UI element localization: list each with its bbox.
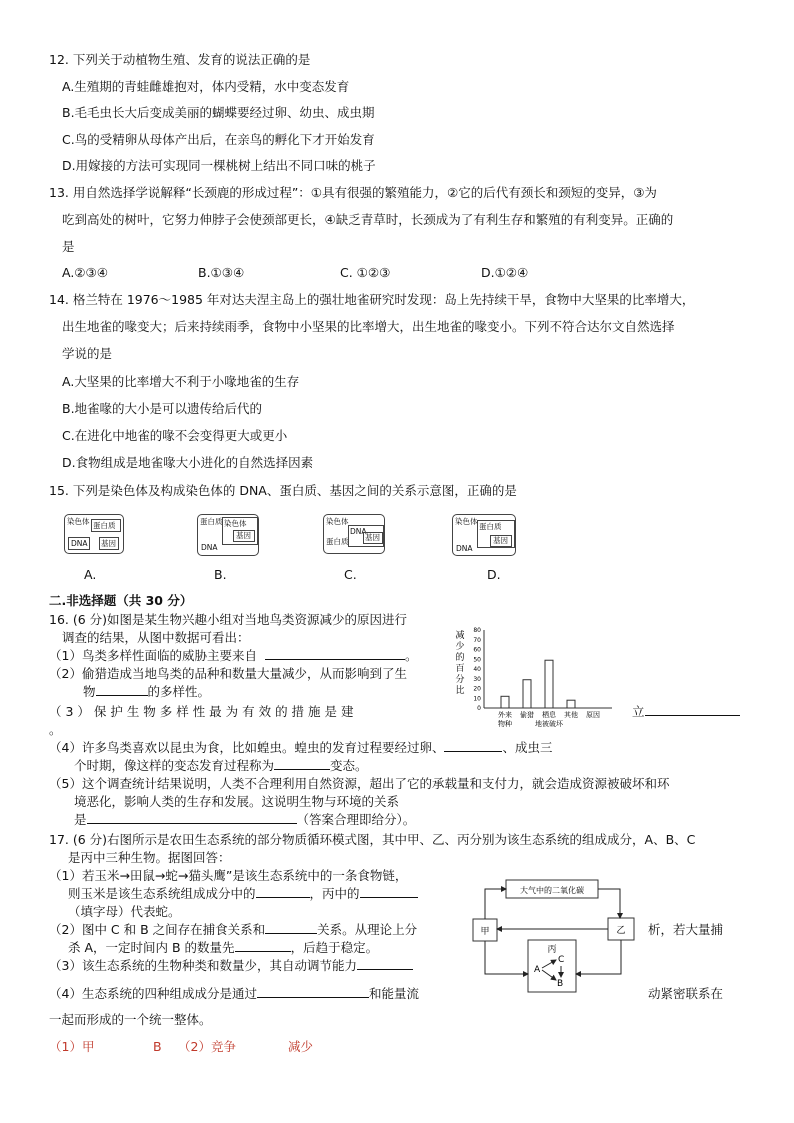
q12-option-d: D.用嫁接的方法可实现同一棵桃树上结出不同口味的桃子 — [62, 158, 376, 173]
q17-answer-blank-3[interactable] — [265, 921, 317, 934]
dna-box — [68, 537, 90, 550]
q17-part2-pre: （2）图中 C 和 B 之间存在捕食关系和 — [49, 922, 266, 937]
q14-option-b: B.地雀喙的大小是可以遗传给后代的 — [62, 401, 263, 416]
gene-box — [99, 537, 119, 550]
y-axis-label-char: 少 — [455, 642, 465, 652]
q16-stem-line2: 调查的结果，从图中数据可看出： — [62, 630, 250, 645]
q15-option-b-letter: B. — [214, 567, 227, 582]
chromosome-box — [222, 517, 258, 545]
q17-answer-blank-2[interactable] — [360, 885, 418, 898]
q17-stem-line1: 17. (6 分)右图所示是农田生态系统的部分物质循环模式图，其中甲、乙、丙分别为该生态系统的组成成分，A、B、C — [49, 832, 696, 847]
bar — [567, 700, 575, 708]
q17-part4-right: 动紧密联系在 — [648, 986, 724, 1001]
q17-answer-blank-1[interactable] — [256, 885, 310, 898]
label-dna: DNA — [456, 544, 473, 553]
diagram-b-protein-box — [197, 514, 259, 556]
y-tick-label: 0 — [477, 705, 481, 712]
diagram-d-chromosome-box — [452, 514, 516, 556]
y-tick-label: 60 — [473, 646, 481, 654]
bird-decline-chart — [452, 624, 618, 734]
q17-part2-right: 析，若大量捕 — [648, 922, 724, 937]
label-gene: 基因 — [493, 536, 508, 545]
y-tick-label: 10 — [473, 695, 481, 703]
q16-answer-blank-1[interactable] — [265, 647, 405, 660]
q17-part4-line2: 一起而形成的一个统一整体。 — [49, 1012, 212, 1027]
q12-option-c: C.鸟的受精卵从母体产出后，在亲鸟的孵化下才开始发育 — [62, 132, 375, 147]
x-tick-label: 其他 — [564, 711, 578, 719]
q16-part4-post: 、成虫三 — [502, 740, 553, 755]
q17-part3 — [49, 957, 413, 975]
arrow-jia-bing — [485, 941, 528, 974]
q16-part4b-pre: 个时期，像这样的变态发育过程称为 — [74, 758, 275, 773]
gene-box — [363, 532, 383, 544]
q17-part4-line1 — [49, 985, 419, 1003]
y-axis-label-char: 分 — [455, 675, 465, 685]
q17-part1-mid: ，丙中的 — [309, 886, 360, 901]
label-chromosome: 染色体 — [224, 519, 247, 528]
x-tick-label: 原因 — [586, 711, 600, 719]
label-protein: 蛋白质 — [326, 537, 349, 546]
q14-stem-line2: 出生地雀的喙变大；后来持续雨季，食物中小坚果的比率增大，出生地雀的喙变小。下列不符合达尔文自然选择 — [62, 319, 675, 334]
x-tick-label: 地被破坏 — [535, 720, 563, 728]
label-chromosome: 染色体 — [67, 517, 90, 526]
q15-stem: 15. 下列是染色体及构成染色体的 DNA、蛋白质、基因之间的关系示意图，正确的是 — [49, 483, 517, 498]
q12-option-b: B.毛毛虫长大后变成美丽的蝴蝶要经过卵、幼虫、成虫期 — [62, 105, 375, 120]
y-tick-label: 30 — [473, 675, 481, 683]
bar — [523, 680, 531, 708]
q17-part3-text: （3）该生态系统的生物种类和数量少，其自动调节能力 — [49, 958, 357, 973]
label-dna: DNA — [201, 543, 218, 552]
x-tick-label: 栖息 — [542, 711, 556, 719]
air-co2-label: 大气中的二氧化碳 — [520, 886, 584, 895]
y-tick-label: 50 — [473, 656, 481, 664]
q13-option-b: B.①③④ — [198, 265, 245, 280]
q16-answer-blank-3[interactable] — [645, 703, 740, 716]
y-axis-label-char: 减 — [455, 631, 465, 641]
q16-answer-blank-4[interactable] — [444, 739, 502, 752]
q16-part2-line1: （2）偷猎造成当地鸟类的品种和数量大量减少，从而影响到了生 — [49, 666, 407, 681]
q17-part1-line3: （填字母）代表蛇。 — [68, 904, 181, 919]
q17-part4-pre: （4）生态系统的四种组成成分是通过 — [49, 986, 257, 1001]
answer-2: B — [153, 1039, 162, 1054]
bing-label: 丙 — [547, 945, 557, 955]
label-chromosome: 染色体 — [326, 517, 349, 526]
node-a-label: A — [534, 965, 541, 975]
label-gene: 基因 — [236, 531, 251, 540]
q15-option-c-letter: C. — [344, 567, 357, 582]
gene-box — [490, 535, 512, 547]
protein-box — [91, 519, 121, 532]
q12-option-a: A.生殖期的青蛙雌雄抱对，体内受精，水中变态发育 — [62, 79, 350, 94]
q16-answer-blank-6[interactable] — [87, 811, 297, 824]
label-chromosome: 染色体 — [455, 517, 478, 526]
y-axis-label-char: 百 — [455, 664, 465, 674]
q16-part2-pre: 物 — [83, 684, 96, 699]
q16-part3-end — [632, 703, 740, 721]
arrow-yi-bing — [576, 940, 621, 974]
q16-part2-post: 的多样性。 — [147, 684, 211, 699]
q17-answer-blank-4[interactable] — [235, 939, 291, 952]
q13-option-a: A.②③④ — [62, 265, 108, 280]
q16-part4b-post: 变态。 — [330, 758, 368, 773]
q17-part4-mid: 和能量流 — [368, 986, 419, 1001]
q14-option-c: C.在进化中地雀的喙不会变得更大或更小 — [62, 428, 288, 443]
q16-stem-line1: 16. (6 分)如图是某生物兴趣小组对当地鸟类资源减少的原因进行 — [49, 612, 408, 627]
label-protein: 蛋白质 — [200, 517, 223, 526]
dna-box — [348, 525, 384, 547]
q17-answer-blank-5[interactable] — [357, 957, 413, 970]
q17-part1-line1: （1）若玉米→田鼠→蛇→猫头鹰”是该生态系统中的一条食物链， — [49, 868, 408, 883]
q16-part3: （ 3 ） 保 护 生 物 多 样 性 最 为 有 效 的 措 施 是 建 — [49, 704, 354, 719]
q17-part2-post: 关系。从理论上分 — [317, 922, 418, 937]
q16-part5-line3 — [74, 811, 415, 829]
answer-4: 减少 — [288, 1039, 314, 1054]
bar — [501, 696, 509, 708]
q14-option-d: D.食物组成是地雀喙大小进化的自然选择因素 — [62, 455, 314, 470]
q13-stem-line3: 是 — [62, 239, 75, 254]
q15-option-a-letter: A. — [84, 567, 97, 582]
y-axis-label-char: 比 — [455, 686, 465, 696]
label-protein: 蛋白质 — [479, 522, 502, 531]
q16-part1-end: 。 — [404, 648, 418, 663]
q16-part5-post: （答案合理即给分）。 — [296, 812, 416, 827]
q14-stem-line1: 14. 格兰特在 1976～1985 年对达夫涅主岛上的强壮地雀研究时发现：岛上先持续干旱，食物中大坚果的比率增大， — [49, 292, 695, 307]
q13-stem-line2: 吃到高处的树叶，它努力伸脖子会使颈部更长，④缺乏青草时，长颈成为了有利生存和繁殖的有利变异。正确的 — [62, 212, 674, 227]
q13-option-d: D.①②④ — [481, 265, 529, 280]
y-tick-label: 80 — [473, 627, 481, 634]
label-protein: 蛋白质 — [93, 521, 116, 530]
protein-box — [477, 520, 515, 548]
label-gene: 基因 — [365, 533, 380, 542]
gene-box — [233, 530, 255, 542]
q16-part1 — [49, 647, 417, 665]
q17-stem-line2: 是丙中三种生物。据图回答： — [68, 850, 231, 865]
x-tick-label: 物种 — [498, 720, 512, 728]
q16-part1-text: （1）鸟类多样性面临的威胁主要来自 — [49, 648, 257, 663]
q17-part2b-pre: 杀 A，一定时间内 B 的数量先 — [68, 940, 235, 955]
node-c-label: C — [558, 955, 565, 965]
q17-answer-blank-6[interactable] — [257, 985, 369, 998]
q13-option-c: C. ①②③ — [340, 265, 391, 280]
section-2-title: 二.非选择题（共 30 分） — [49, 593, 193, 608]
arrow-jia-air — [485, 889, 506, 919]
q16-answer-blank-5[interactable] — [274, 757, 330, 770]
x-tick-label: 外来 — [498, 711, 512, 719]
diagram-a-chromosome-box — [64, 514, 124, 554]
answer-3: （2）竞争 — [178, 1039, 236, 1054]
q15-option-d-letter: D. — [487, 567, 501, 582]
q17-part1-pre: 则玉米是该生态系统组成成分中的 — [68, 886, 256, 901]
q16-part5-line2: 境恶化，影响人类的生存和发展。这说明生物与环境的关系 — [74, 794, 400, 809]
q17-part2b-post: ，后趋于稳定。 — [290, 940, 379, 955]
q16-part5-pre: 是 — [74, 812, 87, 827]
q17-part2-line1 — [49, 921, 417, 939]
arrow-air-yi — [598, 889, 620, 918]
q16-part3-cont: 。 — [49, 722, 62, 737]
y-axis-label-char: 的 — [455, 653, 465, 663]
q14-stem-line3: 学说的是 — [62, 346, 113, 361]
label-dna: DNA — [71, 539, 88, 548]
y-tick-label: 70 — [473, 636, 481, 644]
label-gene: 基因 — [101, 539, 116, 548]
q16-part4-line1 — [49, 739, 552, 757]
q16-part4-pre: （4）许多鸟类喜欢以昆虫为食，比如蝗虫。蝗虫的发育过程要经过卵、 — [49, 740, 445, 755]
label-dna: DNA — [350, 527, 367, 536]
q12-stem: 12. 下列关于动植物生殖、发育的说法正确的是 — [49, 52, 311, 67]
x-tick-label: 偷猎 — [520, 711, 534, 719]
node-b-label: B — [557, 979, 564, 989]
q17-part1-line2 — [68, 885, 418, 903]
q16-part3-end-text: 立 — [632, 704, 645, 719]
y-tick-label: 20 — [473, 685, 481, 693]
y-tick-label: 40 — [473, 666, 481, 673]
yi-label: 乙 — [616, 926, 626, 936]
bar — [545, 660, 553, 708]
material-cycle-diagram — [470, 874, 638, 996]
q13-stem-line1: 13. 用自然选择学说解释“长颈鹿的形成过程”：①具有很强的繁殖能力，②它的后代有颈长和颈短的变异，③为 — [49, 185, 657, 200]
q16-part5-line1: （5）这个调查统计结果说明，人类不合理利用自然资源，超出了它的承载量和支付力，就会造成资源被破坏和环 — [49, 776, 670, 791]
q14-option-a: A.大坚果的比率增大不利于小喙地雀的生存 — [62, 374, 300, 389]
diagram-c-chromosome-box — [323, 514, 385, 554]
jia-label: 甲 — [480, 927, 490, 937]
q17-part2-line2 — [68, 939, 378, 957]
answer-1: （1）甲 — [49, 1039, 95, 1054]
q16-answer-blank-2[interactable] — [96, 683, 148, 696]
q16-part2-line2 — [83, 683, 210, 701]
q16-part4-line2 — [74, 757, 368, 775]
